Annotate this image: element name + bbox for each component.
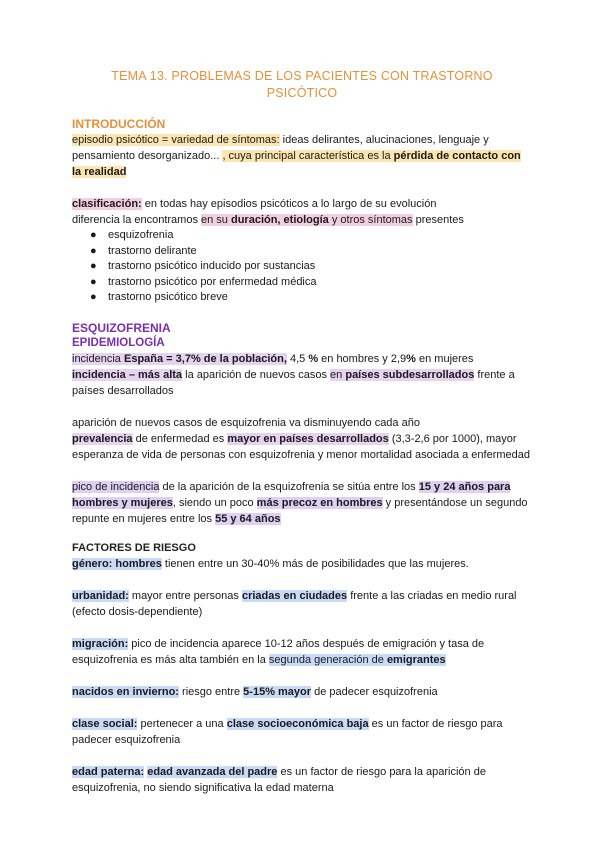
hl-subdesarrollados: países subdesarrollados — [345, 368, 475, 381]
title-line-2: PSICÓTICO — [266, 86, 338, 100]
urbanidad-paragraph — [72, 588, 532, 620]
hl-segunda-generacion: segunda generación de — [268, 653, 387, 666]
text-span: (3,3-2,6 por 1000), mayor esperanza de vida de personas con esquizofrenia y menor mortalidad asociada a enfermedad — [72, 432, 531, 461]
hl-duracion: duración, etiología — [230, 214, 329, 226]
list-item-text: trastorno delirante — [108, 244, 197, 257]
title-line-1: TEMA 13. PROBLEMAS DE LOS PACIENTES CON TRASTORNO — [111, 69, 493, 83]
text-span: pico de incidencia aparece 10-12 años después de emigración y tasa de esquizofrenia es más alta también en la — [72, 637, 485, 666]
text-span: frente a las criadas en medio rural (efecto dosis-dependiente) — [72, 589, 517, 618]
prevalencia-paragraph — [72, 431, 532, 463]
text-span: ideas delirantes, alucinaciones, lenguaje y pensamiento desorganizado... — [72, 134, 489, 162]
bullet-icon: ● — [90, 275, 97, 288]
hl-espana: España = 3,7% de la población, — [123, 352, 287, 365]
hl-5-15: 5-15% mayor — [243, 685, 312, 698]
migracion-paragraph — [72, 636, 532, 668]
edad-paragraph — [72, 764, 532, 796]
list-item-text: trastorno psicótico breve — [108, 291, 228, 303]
hl-migracion: migración: — [72, 637, 129, 650]
hl-en-su: en su — [201, 214, 231, 226]
text-span: riesgo entre — [178, 685, 244, 698]
clase-paragraph — [72, 716, 532, 748]
hl-genero: género: hombres — [72, 557, 162, 570]
document-title — [72, 68, 532, 102]
hl-55-64: 55 y 64 años — [215, 512, 281, 525]
hl-mayor-desarrollados: mayor en países desarrollados — [227, 432, 389, 445]
bullet-icon: ● — [90, 229, 97, 241]
bullet-icon: ● — [90, 244, 97, 257]
text-span: mayor entre personas — [128, 589, 242, 602]
hl-episodio: episodio psicótico = variedad de síntomas: — [72, 134, 280, 146]
text-span: es un factor de riesgo para la aparición de esquizofrenia, no siendo significativa la edad materna — [72, 765, 486, 794]
hl-baja: clase socioeconómica baja — [226, 717, 369, 730]
pico-paragraph — [72, 479, 532, 527]
hl-urbanidad: urbanidad: — [72, 589, 129, 602]
text-span: en mujeres — [415, 352, 474, 365]
text-span: de la aparición de la esquizofrenia se sitúa entre los — [159, 480, 419, 493]
incidencia2-paragraph — [72, 367, 532, 399]
intro-paragraph — [72, 132, 532, 180]
hl-ciudades: criadas en ciudades — [241, 589, 348, 602]
hl-edades: 15 y 24 años para hombres y mujeres — [72, 480, 511, 509]
list-item — [72, 290, 532, 306]
text-span: de padecer esquizofrenia — [311, 685, 438, 698]
text-span: la aparición de nuevos casos — [182, 368, 331, 381]
text-span: es un factor de riesgo para padecer esquizofrenia — [72, 717, 503, 746]
list-item — [72, 275, 532, 291]
clasificacion-list — [72, 228, 532, 306]
hl-precoz: más precoz en hombres — [256, 496, 383, 509]
list-item — [72, 228, 532, 244]
disminuye-paragraph: aparición de nuevos casos de esquizofrenia va disminuyendo cada año — [72, 416, 420, 429]
hl-clase-social: clase social: — [72, 717, 138, 730]
hl-prevalencia: prevalencia — [72, 432, 133, 445]
genero-paragraph — [72, 556, 532, 572]
text-span: pertenecer a una — [137, 717, 227, 730]
heading-epidemiologia: EPIDEMIOLOGÍA — [72, 336, 165, 349]
text-span: y presentándose un segundo repunte en mujeres entre los — [72, 496, 528, 525]
text-span: , siendo un poco — [172, 496, 257, 509]
hl-clasificacion: clasificación: — [72, 198, 142, 210]
document-page — [72, 68, 532, 796]
heading-introduccion: INTRODUCCIÓN — [72, 117, 166, 131]
text-span: presentes — [412, 214, 464, 226]
text-span: tienen entre un 30-40% más de posibilidades que las mujeres. — [161, 557, 469, 570]
clasificacion-paragraph — [72, 196, 532, 212]
hl-edad-paterna: edad paterna: — [72, 765, 145, 778]
hl-pico: pico de incidencia — [72, 480, 160, 493]
hl-en: en — [330, 368, 346, 381]
list-item — [72, 244, 532, 260]
hl-nacidos: nacidos en invierno: — [72, 685, 179, 698]
text-span: % — [308, 352, 319, 365]
list-item-text: esquizofrenia — [108, 229, 174, 241]
text-span: 4,5 — [286, 352, 309, 365]
text-span: de enfermedad es — [132, 432, 228, 445]
list-item-text: trastorno psicótico por enfermedad médica — [108, 275, 317, 288]
hl-incidencia: incidencia — [72, 352, 124, 365]
list-item — [72, 259, 532, 275]
hl-perdida: pérdida de contacto con la realidad — [72, 150, 521, 178]
nacidos-paragraph — [72, 684, 532, 700]
diferencia-paragraph — [72, 212, 532, 228]
incidencia-paragraph — [72, 351, 532, 367]
hl-sintomas: y otros síntomas — [328, 214, 413, 226]
hl-caracteristica: , cuya principal característica es la — [222, 150, 394, 162]
hl-edad-avanzada: edad avanzada del padre — [147, 765, 278, 778]
bullet-icon: ● — [90, 260, 97, 272]
bullet-icon: ● — [90, 291, 97, 303]
heading-esquizofrenia: ESQUIZOFRENIA — [72, 320, 171, 335]
text-span: en todas hay episodios psicóticos a lo largo de su evolución — [141, 198, 437, 210]
text-span: % — [406, 352, 416, 365]
hl-mas-alta: incidencia – más alta — [72, 368, 183, 381]
heading-factores-riesgo: FACTORES DE RIESGO — [72, 541, 196, 554]
text-span: en hombres y 2,9 — [318, 352, 407, 365]
hl-emigrantes: emigrantes — [386, 653, 446, 666]
text-span: diferencia la encontramos — [72, 214, 202, 226]
list-item-text: trastorno psicótico inducido por sustancias — [108, 260, 316, 272]
text-span: frente a países desarrollados — [72, 368, 515, 397]
